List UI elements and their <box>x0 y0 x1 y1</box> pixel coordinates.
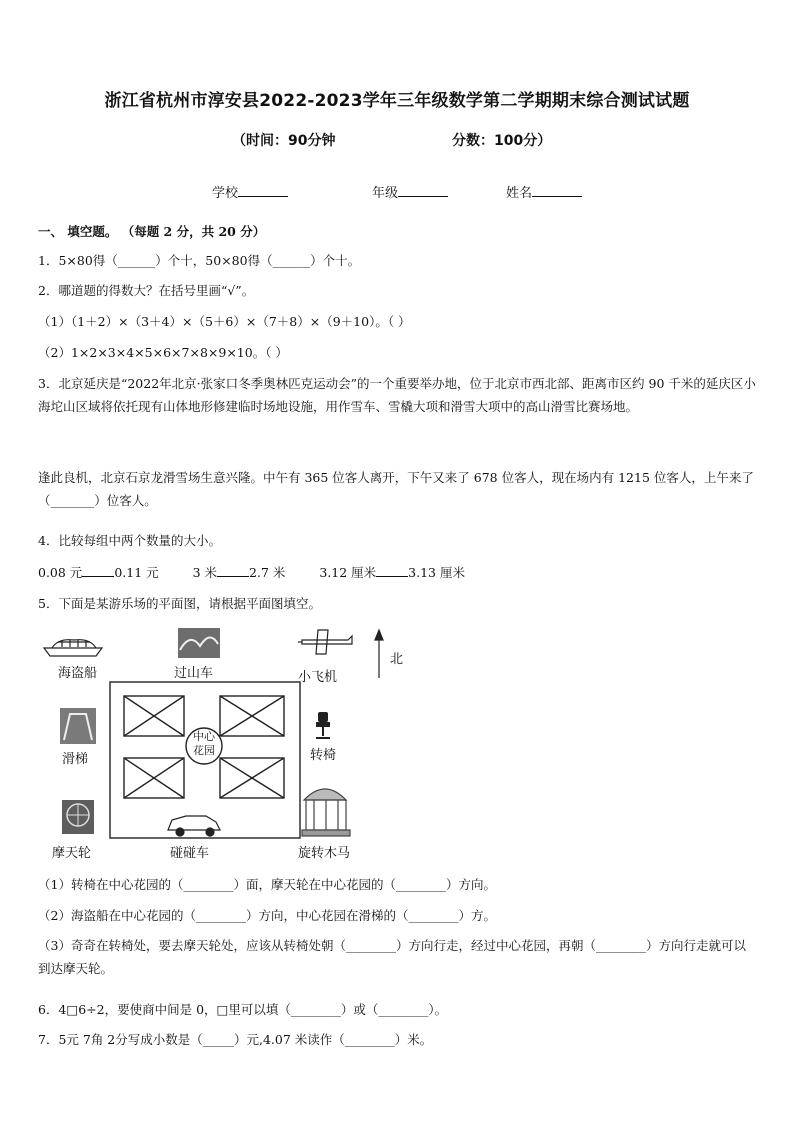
question-2-option-1: （1）（1＋2）×（3＋4）×（5＋6）×（7＋8）×（9＋10）。（ ） <box>38 314 411 329</box>
name-label: 姓名 <box>506 186 533 201</box>
label-carousel: 旋转木马 <box>298 846 351 861</box>
label-north: 北 <box>390 652 404 667</box>
exam-time: （时间：90分钟 <box>232 133 336 149</box>
slide-icon <box>60 708 96 744</box>
question-7: 7．5元 7角 2分写成小数是（_____）元,4.07 米读作（________）米。 <box>38 1032 433 1047</box>
question-3-context: 3．北京延庆是“2022年北京·张家口冬季奥林匹克运动会”的一个重要举办地，位于北京市西北部、距离市区约 90 千米的延庆区小海坨山区域将依托现有山体地形修建临时场地设施，用作雪车、雪橇大项和滑雪大项中的高山滑雪比赛场地。 <box>38 376 756 414</box>
question-1: 1．5×80得（______）个十，50×80得（______）个十。 <box>38 253 361 268</box>
label-ferris-wheel: 摩天轮 <box>52 846 92 861</box>
label-center-garden: 中心花园 <box>193 730 215 757</box>
question-5: 5．下面是某游乐场的平面图，请根据平面图填空。 <box>38 596 321 611</box>
label-roller-coaster: 过山车 <box>174 666 214 681</box>
label-slide: 滑梯 <box>62 752 89 767</box>
section-heading: 一、 填空题。 （每题 2 分，共 20 分） <box>38 224 266 239</box>
page-title: 浙江省杭州市淳安县2022-2023学年三年级数学第二学期期末综合测试试题 <box>104 91 690 111</box>
compare-1-right: 0.11 元 <box>114 565 159 580</box>
roller-coaster-icon <box>178 628 220 658</box>
ferris-wheel-icon <box>62 800 94 834</box>
compare-2-right: 2.7 米 <box>249 565 286 580</box>
question-4-comparisons <box>38 563 465 581</box>
question-5-part-1: （1）转椅在中心花园的（________）面，摩天轮在中心花园的（________）方向。 <box>38 877 496 892</box>
question-5-part-2: （2）海盗船在中心花园的（________）方向，中心花园在滑梯的（________）方。 <box>38 908 496 923</box>
label-bumper-car: 碰碰车 <box>170 846 210 861</box>
question-2: 2．哪道题的得数大？在括号里画“√”。 <box>38 283 255 298</box>
pirate-ship-icon <box>44 640 102 656</box>
question-5-part-3: （3）奇奇在转椅处，要去摩天轮处，应该从转椅处朝（________）方向行走，经过中心花园，再朝（________）方向行走就可以到达摩天轮。 <box>38 938 746 976</box>
map-drawing <box>30 620 430 870</box>
compare-2-left: 3 米 <box>192 565 218 580</box>
name-field[interactable] <box>506 182 582 201</box>
amusement-park-map <box>30 620 430 870</box>
question-2-option-2: （2）1×2×3×4×5×6×7×8×9×10。（ ） <box>38 345 288 360</box>
school-field[interactable] <box>212 182 288 201</box>
compare-3-left: 3.12 厘米 <box>319 565 377 580</box>
exam-score: 分数：100分） <box>452 133 552 149</box>
question-3-prompt: 逢此良机，北京石京龙滑雪场生意兴隆。中午有 365 位客人离开，下午又来了 678 位客人，现在场内有 1215 位客人，上午来了（_______）位客人。 <box>38 470 754 508</box>
swivel-chair-icon <box>316 712 330 738</box>
north-arrow-icon <box>375 630 383 678</box>
bumper-car-icon <box>168 816 220 836</box>
school-label: 学校 <box>212 186 239 201</box>
label-pirate-ship: 海盗船 <box>58 666 98 681</box>
carousel-icon <box>302 789 350 836</box>
question-6: 6．4□6÷2，要使商中间是 0，□里可以填（________）或（________）。 <box>38 1002 448 1017</box>
grade-field[interactable] <box>372 182 448 201</box>
question-4: 4．比较每组中两个数量的大小。 <box>38 533 221 548</box>
compare-1-left: 0.08 元 <box>38 565 83 580</box>
park-outer-border <box>110 682 300 838</box>
compare-3-right: 3.13 厘米 <box>408 565 465 580</box>
small-plane-icon <box>298 630 352 654</box>
label-swivel-chair: 转椅 <box>310 748 337 763</box>
grade-label: 年级 <box>372 186 399 201</box>
label-small-plane: 小飞机 <box>298 670 338 685</box>
